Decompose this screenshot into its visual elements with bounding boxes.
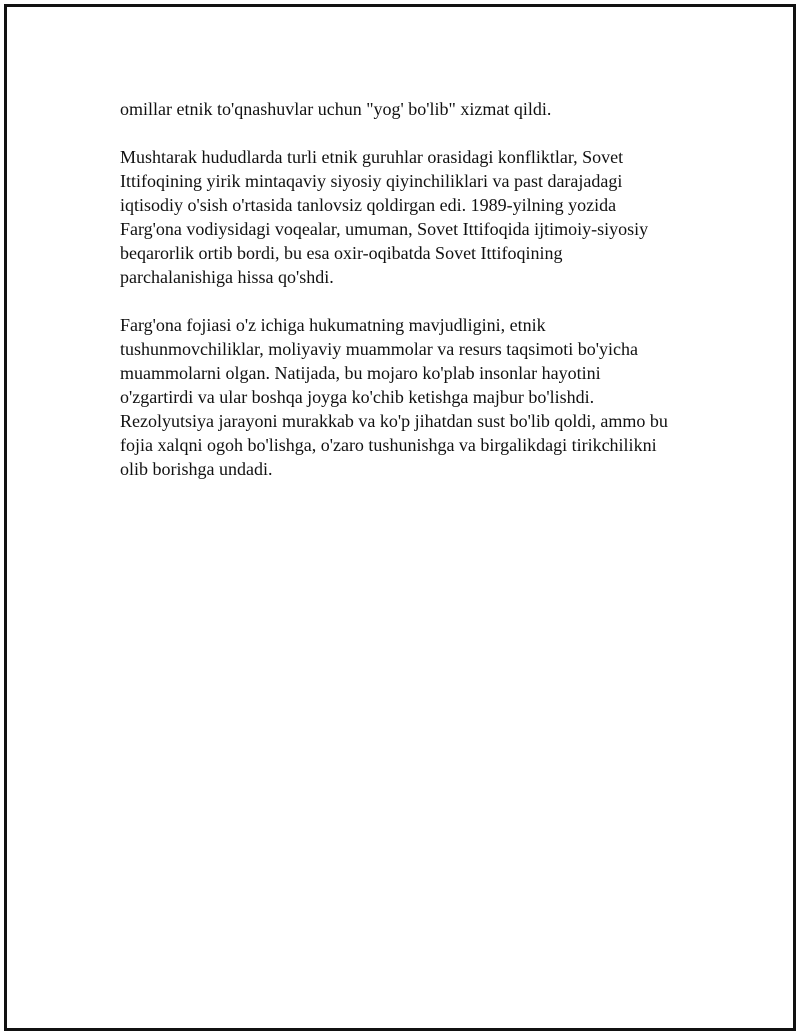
paragraph-1: omillar etnik to'qnashuvlar uchun "yog' bo'lib" xizmat qildi. [120, 99, 552, 119]
paragraph-3: Farg'ona fojiasi o'z ichiga hukumatning mavjudligini, etnik tushunmovchiliklar, moliyaviy muammolar va resurs taqsimoti bo'yicha muammolarni olgan. Natijada, bu mojaro ko'plab insonlar hayotini o'zgartirdi va ular boshqa joyga ko'chib ketishga majbur bo'lishdi. Rezolyutsiya jarayoni murakkab va ko'p jihatdan sust bo'lib qoldi, ammo bu fojia xalqni ogoh bo'lishga, o'zaro tushunishga va birgalikdagi tirikchilikni olib borishga undadi. [120, 315, 668, 479]
document-page [4, 4, 796, 1031]
document-body [120, 97, 710, 505]
paragraph-2: Mushtarak hududlarda turli etnik guruhlar orasidagi konfliktlar, Sovet Ittifoqining yirik mintaqaviy siyosiy qiyinchiliklari va past darajadagi iqtisodiy o'sish o'rtasida tanlovsiz qoldirgan edi. 1989-yilning yozida Farg'ona vodiysidagi voqealar, umuman, Sovet Ittifoqida ijtimoiy-siyosiy beqarorlik ortib bordi, bu esa oxir-oqibatda Sovet Ittifoqining parchalanishiga hissa qo'shdi. [120, 147, 649, 287]
